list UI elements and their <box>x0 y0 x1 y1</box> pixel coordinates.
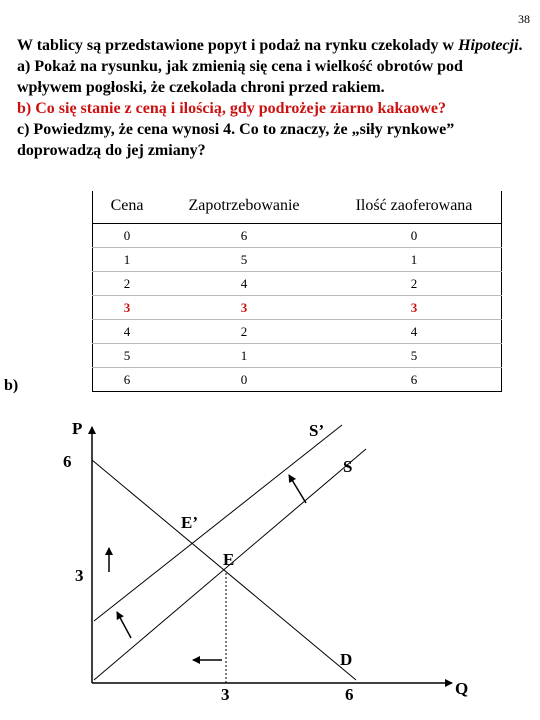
cell-demand: 3 <box>161 296 327 320</box>
task-question-b: b) Co się stanie z ceną i ilością, gdy podrożeje ziarno kakaowe? <box>17 100 447 117</box>
supply-shifted-label: S’ <box>309 421 325 440</box>
arrow-supply-shift-icon <box>289 475 306 503</box>
task-question-c: c) Powiedzmy, że cena wynosi 4. Co to znaczy, że „siły rynkowe” doprowadzą do jej zmiany? <box>17 121 455 159</box>
y-tick-3: 3 <box>75 566 84 585</box>
cell-price: 1 <box>93 248 162 272</box>
equilibrium-label: E <box>223 550 235 569</box>
demand-label: D <box>340 650 353 669</box>
page-number: 38 <box>518 12 530 26</box>
cell-price: 4 <box>93 320 162 344</box>
cell-price: 6 <box>93 368 162 392</box>
axis-y-label: P <box>72 419 83 438</box>
cell-demand: 2 <box>161 320 327 344</box>
cell-supply: 0 <box>327 224 502 248</box>
part-b-label: b) <box>4 377 19 394</box>
new-equilibrium-label: E’ <box>181 513 198 532</box>
arrow-up-left-icon <box>117 612 131 638</box>
supply-shifted-curve <box>94 425 342 621</box>
cell-price: 0 <box>93 224 162 248</box>
supply-label: S <box>343 457 353 476</box>
x-tick-6: 6 <box>345 685 354 704</box>
cell-demand: 4 <box>161 272 327 296</box>
y-tick-6: 6 <box>63 452 72 471</box>
task-question-a: a) Pokaż na rysunku, jak zmienią się cena i wielkość obrotów pod wpływem pogłoski, że czekolada chroni przed rakiem. <box>17 58 463 96</box>
cell-price: 5 <box>93 344 162 368</box>
cell-supply: 2 <box>327 272 502 296</box>
cell-demand: 5 <box>161 248 327 272</box>
cell-price: 2 <box>93 272 162 296</box>
cell-supply: 6 <box>327 368 502 392</box>
cell-demand: 1 <box>161 344 327 368</box>
cell-demand: 6 <box>161 224 327 248</box>
cell-supply: 3 <box>327 296 502 320</box>
header-price: Cena <box>93 191 162 224</box>
x-tick-3: 3 <box>221 685 230 704</box>
task-intro-text: W tablicy są przedstawione popyt i podaż na rynku czekolady w <box>17 37 459 54</box>
task-intro-end: . <box>518 37 523 54</box>
cell-demand: 0 <box>161 368 327 392</box>
axis-x-label: Q <box>455 679 469 698</box>
header-supply: Ilość zaoferowana <box>327 191 502 224</box>
header-demand: Zapotrzebowanie <box>161 191 327 224</box>
cell-supply: 4 <box>327 320 502 344</box>
cell-supply: 5 <box>327 344 502 368</box>
cell-price: 3 <box>93 296 162 320</box>
cell-supply: 1 <box>327 248 502 272</box>
task-country: Hipotecji <box>458 37 519 54</box>
